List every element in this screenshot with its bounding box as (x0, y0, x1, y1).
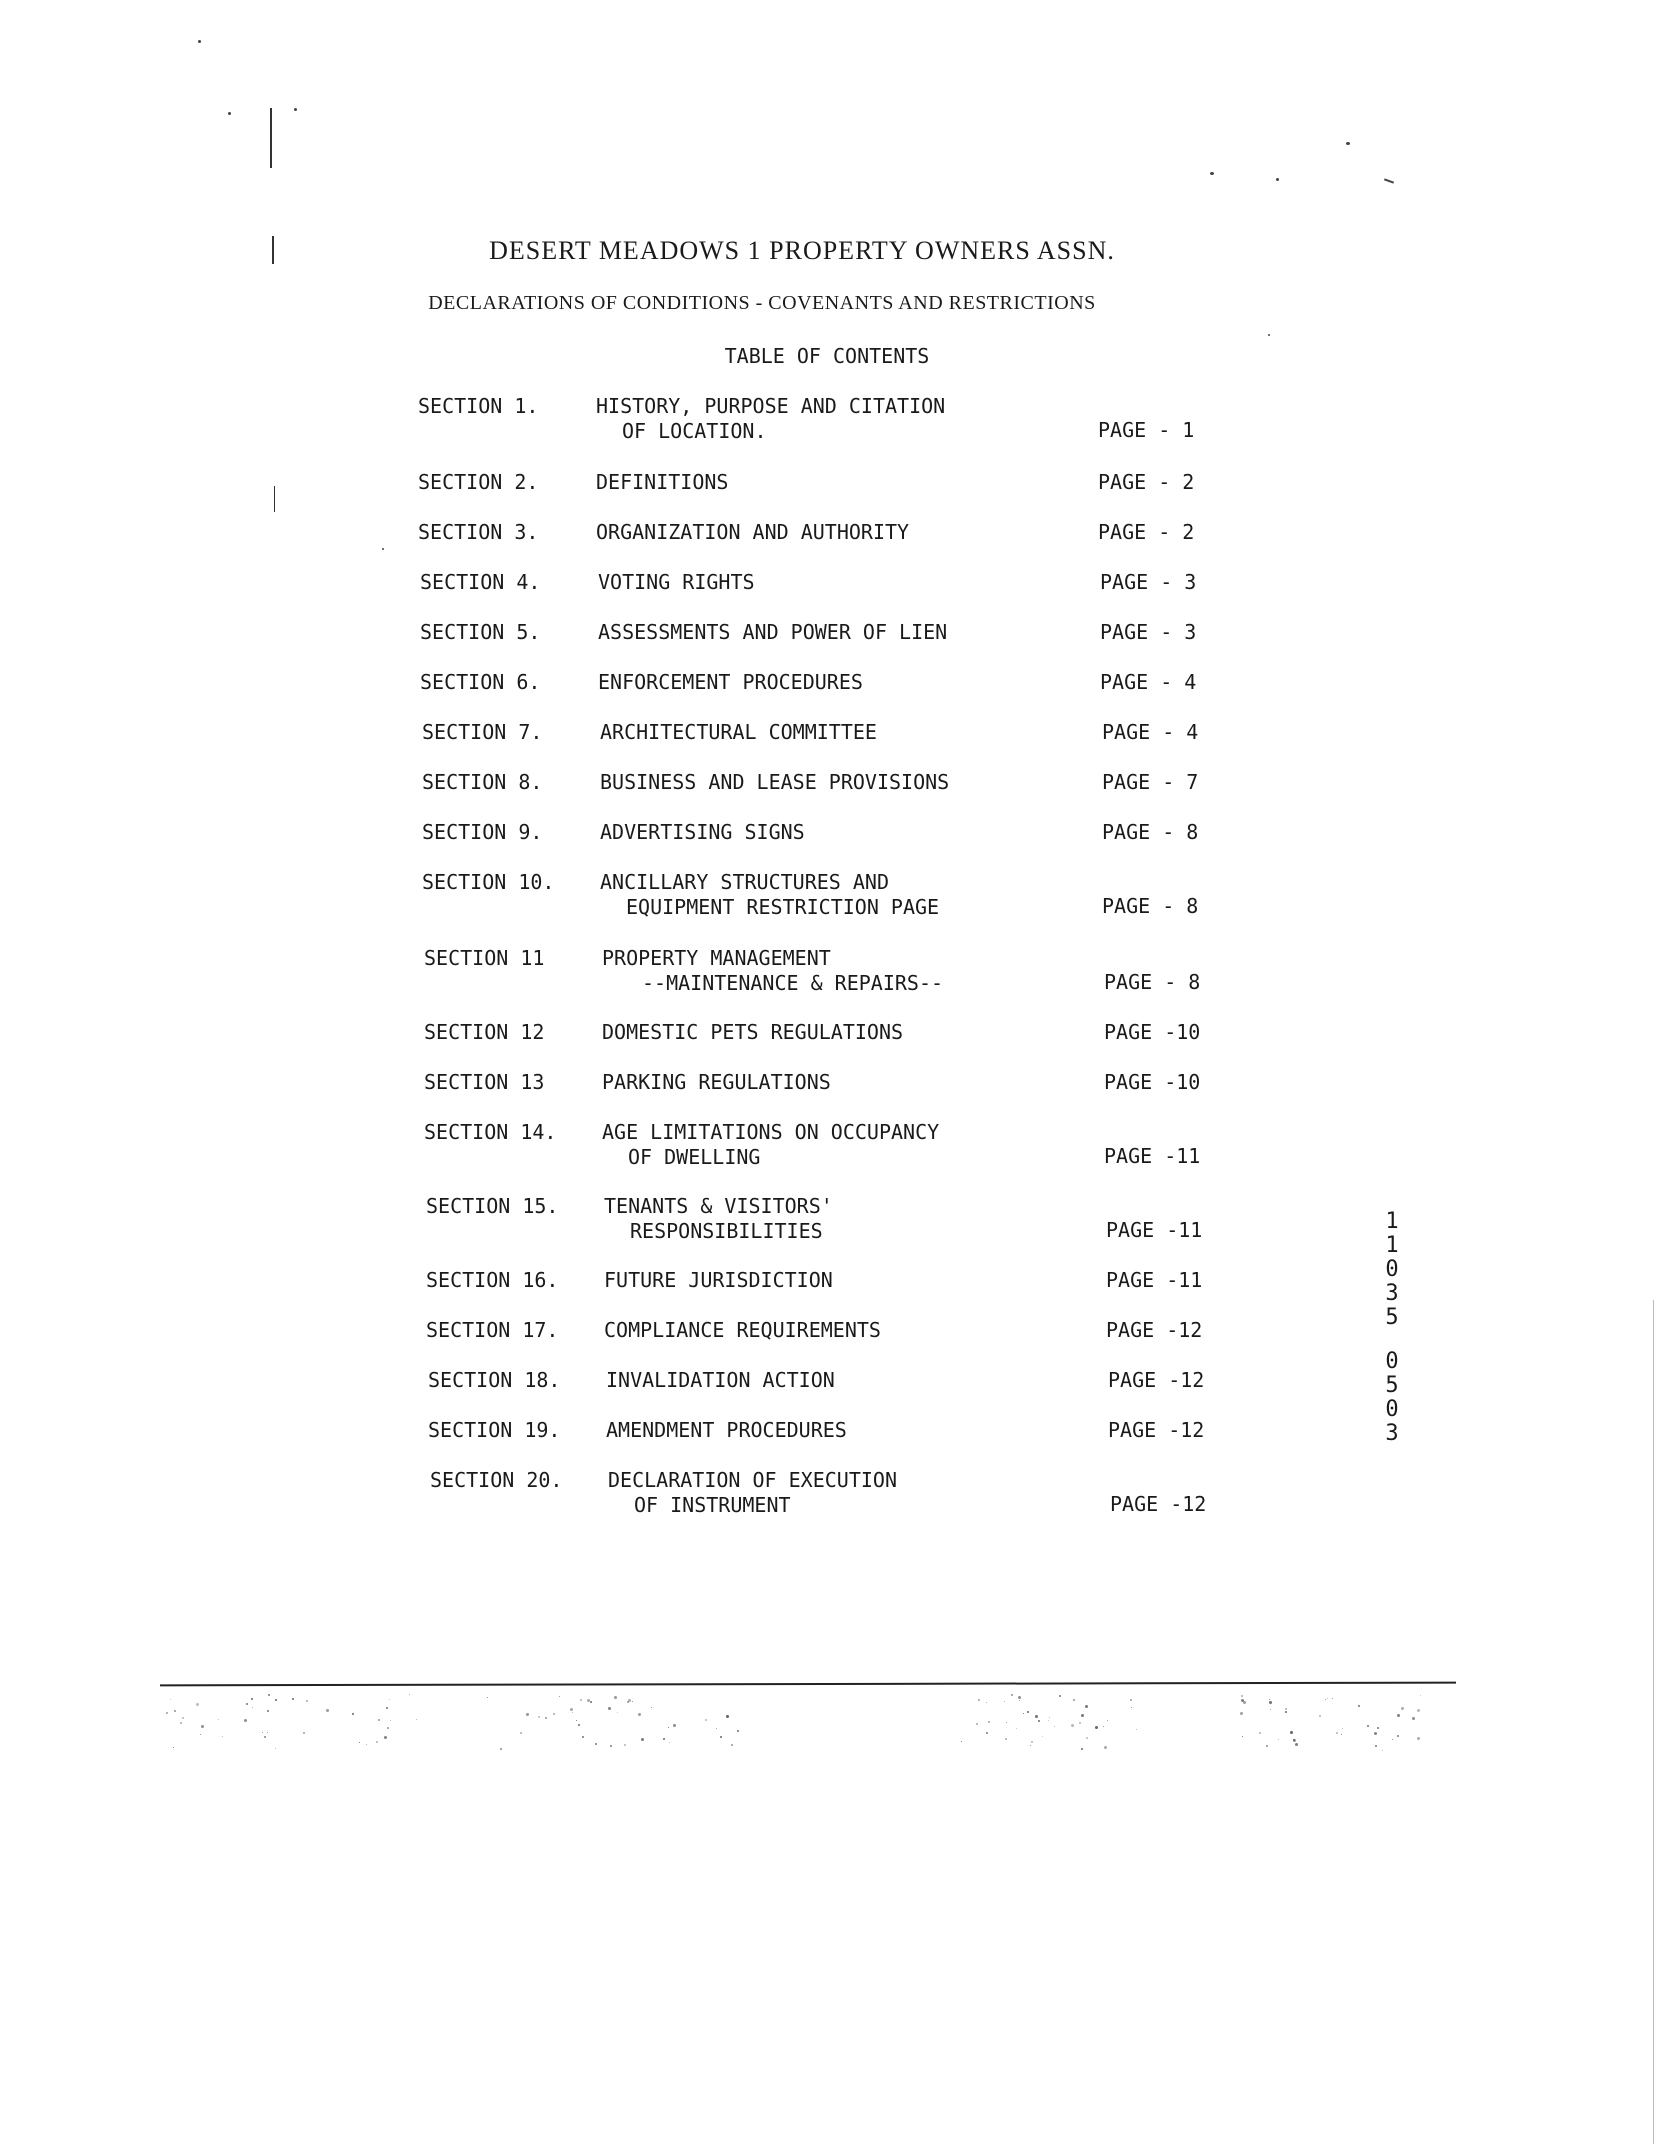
toc-title-line: AMENDMENT PROCEDURES (606, 1418, 847, 1442)
scan-speck (1242, 1736, 1243, 1737)
toc-section-title (604, 1194, 833, 1244)
scan-speck (1059, 1695, 1061, 1697)
scan-speck (251, 1698, 253, 1700)
toc-page-reference: PAGE - 7 (1102, 770, 1199, 794)
toc-section-title (600, 720, 877, 745)
scan-speck (526, 1713, 529, 1716)
toc-title-line: ANCILLARY STRUCTURES AND (600, 870, 889, 894)
toc-page-reference: PAGE - 2 (1098, 520, 1195, 544)
scan-speck (726, 1715, 729, 1718)
scan-speck (580, 1699, 582, 1701)
scan-speck (386, 1707, 388, 1709)
toc-page-reference: PAGE - 3 (1100, 570, 1197, 594)
toc-title-line-continued: OF DWELLING (628, 1145, 761, 1169)
scan-speck (1240, 1712, 1243, 1715)
toc-section-title (606, 1418, 847, 1443)
scan-speck (264, 1736, 266, 1738)
scan-speck (668, 1727, 669, 1728)
scan-speck (1278, 1739, 1279, 1740)
scan-speck (1019, 1700, 1020, 1701)
toc-title-line-continued: --MAINTENANCE & REPAIRS-- (642, 971, 944, 995)
scan-speck (1004, 1701, 1005, 1702)
scan-speck (1358, 1705, 1360, 1707)
toc-page-reference: PAGE - 2 (1098, 470, 1195, 494)
scan-speck (1319, 1715, 1321, 1717)
scan-speck (632, 1701, 633, 1702)
toc-title-line: BUSINESS AND LEASE PROVISIONS (600, 770, 950, 794)
scan-speck (545, 1717, 547, 1719)
toc-title-line: DOMESTIC PETS REGULATIONS (602, 1020, 904, 1044)
scan-speck (1397, 1735, 1399, 1737)
scan-speck (218, 1719, 219, 1720)
toc-page-reference: PAGE - 3 (1100, 620, 1197, 644)
scan-speck (737, 1730, 739, 1732)
toc-section-number: SECTION 1. (418, 394, 539, 418)
toc-title-line: AGE LIMITATIONS ON OCCUPANCY (602, 1120, 940, 1144)
scan-speck (409, 1694, 410, 1695)
scan-speck (1342, 1728, 1343, 1729)
scan-speck (170, 1699, 171, 1700)
scan-speck (487, 1697, 488, 1698)
toc-page-reference: PAGE -12 (1108, 1368, 1205, 1392)
scan-speck (1382, 1750, 1383, 1751)
toc-heading: TABLE OF CONTENTS (724, 344, 930, 368)
scan-speck (1018, 1696, 1021, 1699)
scan-speck (268, 1694, 270, 1696)
scan-speck (262, 1732, 263, 1733)
scan-speck (1081, 1714, 1084, 1717)
toc-title-line: TENANTS & VISITORS' (604, 1194, 833, 1218)
scan-speck (1079, 1722, 1081, 1724)
scan-speck (222, 1736, 223, 1737)
toc-section-title (608, 1468, 897, 1518)
toc-section-title (598, 670, 863, 695)
scan-speck (610, 1745, 612, 1747)
scan-speck (1071, 1724, 1074, 1727)
toc-page-reference: PAGE -10 (1104, 1070, 1201, 1094)
toc-page-reference: PAGE - 8 (1104, 970, 1201, 994)
scan-speck (986, 1702, 987, 1703)
scan-speck (1259, 1732, 1261, 1734)
scan-speck (303, 1732, 305, 1734)
scan-speck (570, 1708, 573, 1711)
scan-speck (1130, 1699, 1132, 1701)
scan-speck (390, 1720, 391, 1721)
toc-title-line: ENFORCEMENT PROCEDURES (598, 670, 863, 694)
scan-speck (1136, 1729, 1137, 1730)
scan-speck (252, 1707, 253, 1708)
toc-section-number: SECTION 4. (420, 570, 541, 594)
document-stamp-number (1380, 1210, 1404, 1446)
scan-speck (669, 1742, 670, 1743)
scan-speck (1049, 1717, 1050, 1718)
scan-speck (716, 1728, 717, 1729)
scan-speck (173, 1747, 174, 1748)
scan-speck (387, 1727, 389, 1729)
scan-speck (1006, 1722, 1007, 1723)
toc-page-reference: PAGE -11 (1104, 1144, 1201, 1168)
toc-title-line: INVALIDATION ACTION (606, 1368, 835, 1392)
toc-title-line: DECLARATION OF EXECUTION (608, 1468, 897, 1492)
toc-page-reference: PAGE - 4 (1100, 670, 1197, 694)
scan-speck (559, 1696, 560, 1697)
scan-speck (961, 1741, 962, 1742)
toc-title-line: PROPERTY MANAGEMENT (602, 946, 831, 970)
scan-speck (1269, 1701, 1272, 1704)
scan-speck (1005, 1738, 1007, 1740)
scan-speck (244, 1719, 247, 1722)
scan-speck (378, 1719, 380, 1721)
scan-speck (1384, 178, 1394, 183)
toc-title-line: ASSESSMENTS AND POWER OF LIEN (598, 620, 948, 644)
scan-speck (978, 1699, 980, 1701)
scan-speck (1374, 1732, 1377, 1735)
scan-speck (1266, 1745, 1268, 1747)
scan-speck (1103, 1726, 1104, 1727)
scan-speck (1107, 1720, 1108, 1721)
scan-speck (228, 112, 231, 115)
toc-section-title (604, 1318, 881, 1343)
scan-speck (384, 1736, 387, 1739)
toc-section-title (600, 770, 949, 795)
toc-section-number: SECTION 13 (424, 1070, 545, 1094)
scan-speck (1035, 1715, 1038, 1718)
scan-speck (1336, 1732, 1338, 1734)
toc-section-number: SECTION 10. (422, 870, 555, 894)
scan-speck (1241, 1695, 1243, 1697)
scan-speck (1269, 1699, 1270, 1700)
toc-title-line: VOTING RIGHTS (598, 570, 755, 594)
scan-speck (638, 1713, 641, 1716)
scan-speck (1210, 172, 1214, 175)
toc-page-reference: PAGE - 8 (1102, 820, 1199, 844)
toc-page-reference: PAGE -10 (1104, 1020, 1201, 1044)
scan-speck (538, 1716, 540, 1718)
scan-speck (1285, 1711, 1287, 1713)
scan-speck (673, 1724, 676, 1727)
toc-title-line-continued: OF LOCATION. (622, 419, 767, 443)
scan-speck (366, 1744, 367, 1745)
scan-speck (198, 40, 201, 43)
toc-section-title (606, 1368, 835, 1393)
scan-speck (1030, 1745, 1031, 1746)
toc-section-number: SECTION 15. (426, 1194, 559, 1218)
toc-page-reference: PAGE - 8 (1102, 894, 1199, 918)
scan-speck (1276, 178, 1279, 181)
scan-speck (1295, 1743, 1298, 1746)
scan-speck (416, 1719, 417, 1720)
toc-section-title (602, 1020, 903, 1045)
toc-section-title (596, 470, 728, 495)
scan-speck (641, 1738, 644, 1741)
toc-section-number: SECTION 17. (426, 1318, 559, 1342)
scan-speck (1042, 1736, 1043, 1737)
stamp-number-top: 11035 (1385, 1209, 1399, 1330)
toc-title-line-continued: OF INSTRUMENT (634, 1493, 791, 1517)
scan-speck (359, 1742, 360, 1743)
scan-speck (389, 1699, 390, 1700)
scan-speck (1290, 1731, 1293, 1734)
scan-speck (1285, 1708, 1287, 1710)
scan-speck (1131, 1707, 1132, 1708)
toc-section-number: SECTION 2. (418, 470, 539, 494)
scan-speck (624, 1744, 626, 1746)
toc-section-number: SECTION 7. (422, 720, 543, 744)
document-title: DESERT MEADOWS 1 PROPERTY OWNERS ASSN. (489, 236, 1115, 265)
scan-speck (1268, 334, 1270, 336)
toc-section-number: SECTION 12 (424, 1020, 545, 1044)
scan-edge (1653, 1300, 1654, 2144)
toc-section-title (600, 870, 939, 920)
toc-title-line: COMPLIANCE REQUIREMENTS (604, 1318, 881, 1342)
scan-speck (166, 1712, 168, 1714)
scan-speck (663, 1738, 665, 1740)
toc-title-line: HISTORY, PURPOSE AND CITATION (596, 394, 946, 418)
scan-speck (1038, 1720, 1040, 1722)
toc-title-line-continued: RESPONSIBILITIES (630, 1219, 823, 1243)
scan-speck (1023, 1713, 1024, 1714)
toc-page-reference: PAGE -12 (1106, 1318, 1203, 1342)
scan-speck (1086, 1737, 1088, 1739)
scan-speck (520, 1732, 522, 1734)
toc-section-number: SECTION 18. (428, 1368, 561, 1392)
scan-speck (1420, 1695, 1421, 1696)
scan-speck (988, 1721, 990, 1723)
scan-speck (382, 548, 384, 550)
scan-speck (705, 1719, 707, 1721)
toc-section-number: SECTION 8. (422, 770, 543, 794)
scan-speck (1346, 142, 1350, 145)
scan-speck (614, 1696, 617, 1699)
scan-speck (1016, 1728, 1017, 1729)
scan-speck (196, 1703, 199, 1706)
scan-speck (1085, 1705, 1088, 1708)
toc-title-line: ARCHITECTURAL COMMITTEE (600, 720, 877, 744)
scan-speck (617, 1712, 618, 1713)
toc-section-title (602, 946, 943, 996)
scan-speck (1027, 1711, 1029, 1713)
scan-speck (246, 1703, 248, 1705)
scan-speck (1401, 1707, 1404, 1710)
scan-speck (976, 1723, 978, 1725)
scan-speck (200, 1734, 201, 1735)
toc-page-reference: PAGE -12 (1110, 1492, 1207, 1516)
scan-speck (292, 1698, 294, 1700)
scan-speck (376, 1741, 378, 1743)
scan-speck (267, 1732, 268, 1733)
scan-speck (326, 1709, 329, 1712)
toc-section-title (596, 394, 945, 444)
scan-speck (720, 1736, 722, 1738)
toc-title-line: ADVERTISING SIGNS (600, 820, 805, 844)
toc-section-title (602, 1120, 939, 1170)
scan-speck (1367, 1725, 1369, 1727)
toc-section-number: SECTION 9. (422, 820, 543, 844)
scan-margin-mark (274, 486, 275, 512)
toc-page-reference: PAGE - 1 (1098, 418, 1195, 442)
scan-speck (1031, 1741, 1033, 1743)
scan-speck (1048, 1720, 1049, 1721)
scan-speck (1377, 1727, 1379, 1729)
scan-speck (1081, 1748, 1083, 1750)
scan-speck (201, 1725, 204, 1728)
scan-speck (1412, 1717, 1415, 1720)
toc-section-number: SECTION 6. (420, 670, 541, 694)
scan-speck (582, 1736, 584, 1738)
scan-speck (1095, 1726, 1098, 1729)
scan-speck (275, 1699, 277, 1701)
scan-speck (651, 1707, 652, 1708)
scan-speck (500, 1748, 502, 1750)
scan-speck (267, 1710, 269, 1712)
toc-section-number: SECTION 19. (428, 1418, 561, 1442)
toc-section-title (598, 570, 755, 595)
scan-speck (182, 1717, 184, 1719)
toc-section-title (600, 820, 805, 845)
scan-speck (608, 1707, 611, 1710)
scan-speck (1325, 1699, 1326, 1700)
scan-speck (572, 1712, 573, 1713)
scan-speck (275, 1748, 276, 1749)
scan-speck (1073, 1699, 1075, 1701)
scan-speck (1417, 1709, 1420, 1712)
scan-speck (1327, 1698, 1328, 1699)
scan-speck (174, 1710, 176, 1712)
toc-page-reference: PAGE -12 (1108, 1418, 1205, 1442)
toc-title-line: DEFINITIONS (596, 470, 729, 494)
scan-speck (578, 1724, 580, 1726)
toc-title-line: ORGANIZATION AND AUTHORITY (596, 520, 910, 544)
scan-speck (1417, 1737, 1420, 1740)
scan-speck (1341, 1734, 1342, 1735)
scan-speck (180, 1722, 182, 1724)
stamp-number-bottom: 0503 (1385, 1349, 1399, 1446)
toc-title-line: FUTURE JURISDICTION (604, 1268, 833, 1292)
scan-speck (1375, 1745, 1377, 1747)
scan-speck (294, 108, 297, 111)
toc-section-number: SECTION 16. (426, 1268, 559, 1292)
scan-speck (1332, 1698, 1333, 1699)
toc-section-number: SECTION 3. (418, 520, 539, 544)
scan-speck (1392, 1739, 1393, 1740)
scan-speck (731, 1744, 733, 1746)
scan-speck (352, 1713, 354, 1715)
toc-section-title (598, 620, 947, 645)
scan-speck (576, 1720, 577, 1721)
scan-margin-mark (270, 108, 272, 168)
scan-speck (1270, 1709, 1271, 1710)
toc-section-title (604, 1268, 833, 1293)
scan-speck (1011, 1694, 1013, 1696)
toc-title-line-continued: EQUIPMENT RESTRICTION PAGE (626, 895, 940, 919)
scan-speck (595, 1743, 597, 1745)
toc-title-line: PARKING REGULATIONS (602, 1070, 831, 1094)
toc-page-reference: PAGE - 4 (1102, 720, 1199, 744)
document-subtitle: DECLARATIONS OF CONDITIONS - COVENANTS AND RESTRICTIONS (428, 292, 1096, 314)
toc-page-reference: PAGE -11 (1106, 1268, 1203, 1292)
footer-rule (160, 1682, 1456, 1687)
toc-section-number: SECTION 5. (420, 620, 541, 644)
toc-section-number: SECTION 11 (424, 946, 545, 970)
scan-speck (306, 1700, 308, 1702)
toc-section-title (596, 520, 909, 545)
scan-speck (1054, 1726, 1055, 1727)
scan-speck (587, 1699, 590, 1702)
toc-section-number: SECTION 14. (424, 1120, 557, 1144)
scan-speck (986, 1732, 988, 1734)
scan-speck (553, 1713, 555, 1715)
toc-page-reference: PAGE -11 (1106, 1218, 1203, 1242)
toc-section-title (602, 1070, 831, 1095)
scan-speck (1104, 1746, 1107, 1749)
scan-speck (1397, 1714, 1400, 1717)
toc-section-number: SECTION 20. (430, 1468, 563, 1492)
